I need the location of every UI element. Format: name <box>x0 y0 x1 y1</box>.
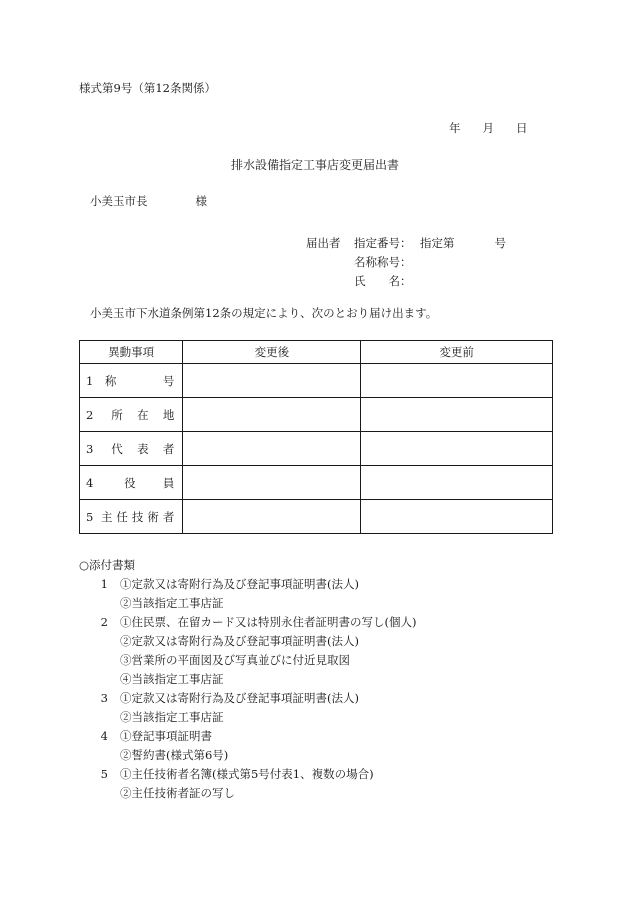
column-header-after: 変更後 <box>183 341 361 364</box>
before-cell[interactable] <box>361 466 553 500</box>
applicant-block <box>306 233 506 290</box>
addressee <box>90 193 207 209</box>
applicant-label: 指定番号： <box>354 235 412 250</box>
column-header-item: 異動事項 <box>80 341 183 364</box>
attachment-text: ③営業所の平面図及び写真並びに付近見取図 <box>120 653 350 667</box>
attachment-text: ①定款又は寄附行為及び登記事項証明書(法人) <box>120 577 359 591</box>
attachment-text: ①住民票、在留カード又は特別永住者証明書の写し(個人) <box>120 615 417 629</box>
form-number: 様式第9号（第12条関係） <box>79 81 216 95</box>
list-item <box>79 651 416 670</box>
applicant-label: 氏 名： <box>354 273 412 288</box>
attachment-text: ④当該指定工事店証 <box>120 672 224 686</box>
change-table <box>79 340 553 534</box>
group-number-spacer <box>79 632 120 651</box>
applicant-label: 名称称号： <box>354 254 412 269</box>
group-number-spacer <box>79 594 120 613</box>
row-label: 3 代表者 <box>80 432 183 466</box>
statement: 小美玉市下水道条例第12条の規定により、次のとおり届け出ます。 <box>90 306 438 320</box>
list-item <box>79 765 416 784</box>
list-item <box>79 613 416 632</box>
before-cell[interactable] <box>361 398 553 432</box>
list-item <box>79 575 416 594</box>
applicant-value[interactable]: 指定第 <box>420 235 455 250</box>
attachment-text: ②定款又は寄附行為及び登記事項証明書(法人) <box>120 634 359 648</box>
attachment-text: ②当該指定工事店証 <box>120 596 224 610</box>
attachment-text: ②誓約書(様式第6号) <box>120 748 229 762</box>
date-year: 年 <box>449 121 461 135</box>
list-item <box>79 689 416 708</box>
table-row <box>80 500 553 534</box>
group-number: 4 <box>100 729 108 743</box>
table-header-row <box>80 341 553 364</box>
group-number-spacer <box>79 746 120 765</box>
attachments <box>79 556 416 803</box>
table-row <box>80 398 553 432</box>
list-item <box>79 632 416 651</box>
document-title: 排水設備指定工事店変更届出書 <box>230 158 399 172</box>
addressee-honorific: 様 <box>195 194 207 208</box>
date-line <box>449 120 528 136</box>
attachment-text: ②主任技術者証の写し <box>120 786 235 800</box>
attachment-text: ①主任技術者名簿(様式第5号付表1、複数の場合) <box>120 767 374 781</box>
date-day: 日 <box>516 121 528 135</box>
attachment-text: ①定款又は寄附行為及び登記事項証明書(法人) <box>120 691 359 705</box>
group-number: 3 <box>100 691 108 705</box>
group-number-spacer <box>79 651 120 670</box>
list-item <box>79 594 416 613</box>
before-cell[interactable] <box>361 364 553 398</box>
after-cell[interactable] <box>183 466 361 500</box>
list-item <box>79 727 416 746</box>
after-cell[interactable] <box>183 500 361 534</box>
before-cell[interactable] <box>361 432 553 466</box>
list-item <box>79 784 416 803</box>
applicant-heading: 届出者 <box>306 235 341 250</box>
group-number: 2 <box>100 615 108 629</box>
date-month: 月 <box>482 121 494 135</box>
applicant-suffix: 号 <box>494 235 506 250</box>
before-cell[interactable] <box>361 500 553 534</box>
after-cell[interactable] <box>183 398 361 432</box>
row-label: 2 所在地 <box>80 398 183 432</box>
group-number-spacer <box>79 784 120 803</box>
list-item <box>79 708 416 727</box>
addressee-name: 小美玉市長 <box>90 194 148 208</box>
applicant-row <box>306 252 506 271</box>
attachment-text: ②当該指定工事店証 <box>120 710 224 724</box>
table-row <box>80 364 553 398</box>
row-label: 4 役員 <box>80 466 183 500</box>
group-number: 5 <box>100 767 108 781</box>
group-number-spacer <box>79 670 120 689</box>
row-label: 1 称 号 <box>80 364 183 398</box>
list-item <box>79 746 416 765</box>
list-item <box>79 670 416 689</box>
table-row <box>80 432 553 466</box>
after-cell[interactable] <box>183 364 361 398</box>
table-row <box>80 466 553 500</box>
applicant-row <box>306 271 506 290</box>
group-number: 1 <box>100 577 108 591</box>
after-cell[interactable] <box>183 432 361 466</box>
attachments-title: ○添付書類 <box>79 558 136 572</box>
column-header-before: 変更前 <box>361 341 553 364</box>
attachment-text: ①登記事項証明書 <box>120 729 212 743</box>
applicant-row <box>306 233 506 252</box>
row-label: 5 主任技術者 <box>80 500 183 534</box>
group-number-spacer <box>79 708 120 727</box>
